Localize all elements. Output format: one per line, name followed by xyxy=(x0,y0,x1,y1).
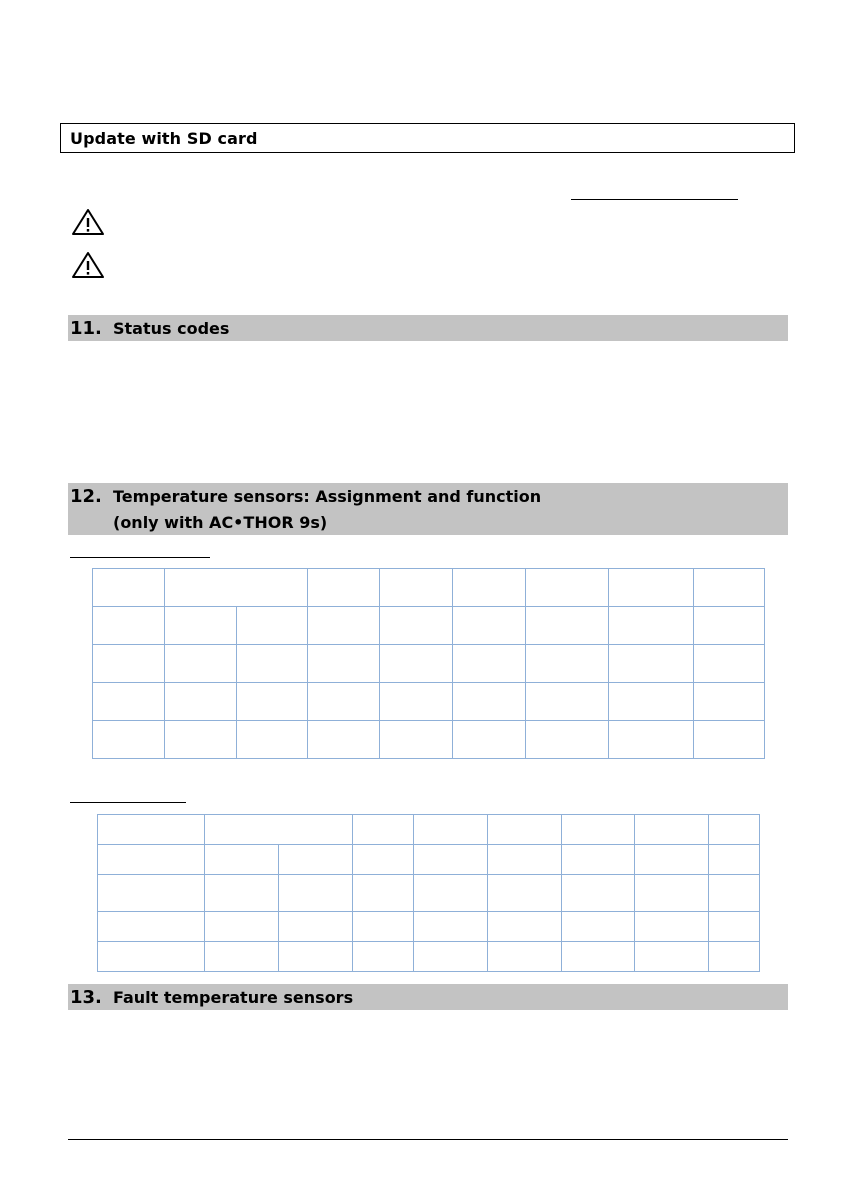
warning-triangle-icon xyxy=(71,207,105,237)
table-cell xyxy=(93,721,165,759)
table-cell xyxy=(165,645,237,683)
table-cell xyxy=(562,875,635,912)
table-cell xyxy=(279,845,353,875)
table-cell xyxy=(414,845,488,875)
table-cell xyxy=(353,875,414,912)
table-cell xyxy=(526,569,609,607)
table-cell xyxy=(98,912,205,942)
table-row xyxy=(98,912,760,942)
table-cell xyxy=(635,942,709,972)
table-cell xyxy=(609,645,694,683)
table-cell xyxy=(237,721,308,759)
table-cell xyxy=(205,815,353,845)
table-cell xyxy=(562,912,635,942)
table-row xyxy=(93,607,765,645)
table-cell xyxy=(414,912,488,942)
table-cell xyxy=(279,875,353,912)
table-cell xyxy=(93,645,165,683)
table-cell xyxy=(380,721,453,759)
warning-triangle-icon xyxy=(71,250,105,280)
table-cell xyxy=(279,912,353,942)
table-cell xyxy=(488,845,562,875)
sensor-assignment-table-1 xyxy=(92,568,765,759)
table-cell xyxy=(353,942,414,972)
update-sd-card-title: Update with SD card xyxy=(70,129,258,148)
table-cell xyxy=(694,607,765,645)
table-cell xyxy=(205,875,279,912)
table-cell xyxy=(414,815,488,845)
table-cell xyxy=(526,683,609,721)
subheading-underline xyxy=(70,557,210,558)
table-cell xyxy=(205,845,279,875)
table-cell xyxy=(635,815,709,845)
table-cell xyxy=(414,942,488,972)
table-row xyxy=(93,683,765,721)
table-cell xyxy=(380,569,453,607)
table-row xyxy=(93,569,765,607)
table-row xyxy=(93,645,765,683)
table-cell xyxy=(635,845,709,875)
table-cell xyxy=(308,645,380,683)
table-cell xyxy=(709,912,760,942)
table-cell xyxy=(488,875,562,912)
section-title xyxy=(113,316,229,342)
table-cell xyxy=(609,607,694,645)
table-cell xyxy=(308,607,380,645)
table-cell xyxy=(205,912,279,942)
table-cell xyxy=(308,683,380,721)
table-cell xyxy=(380,683,453,721)
section-title-line: (only with AC•THOR 9s) xyxy=(113,513,328,532)
table-cell xyxy=(165,607,237,645)
table-cell xyxy=(562,942,635,972)
table-row xyxy=(93,721,765,759)
table-cell xyxy=(694,569,765,607)
link-underline xyxy=(571,199,738,200)
table-row xyxy=(98,815,760,845)
table-cell xyxy=(526,721,609,759)
table-cell xyxy=(453,683,526,721)
subheading-underline xyxy=(70,802,186,803)
table-cell xyxy=(414,875,488,912)
table-cell xyxy=(237,607,308,645)
table-cell xyxy=(165,569,308,607)
table-cell xyxy=(609,683,694,721)
table-cell xyxy=(353,912,414,942)
table-cell xyxy=(93,607,165,645)
section-title-line: Fault temperature sensors xyxy=(113,988,354,1007)
table-cell xyxy=(488,942,562,972)
section-title xyxy=(113,484,541,536)
table-row xyxy=(98,845,760,875)
section-heading-status-codes xyxy=(68,315,788,341)
table-cell xyxy=(98,815,205,845)
table-row xyxy=(98,875,760,912)
table-cell xyxy=(609,721,694,759)
table-cell xyxy=(98,845,205,875)
table-cell xyxy=(165,683,237,721)
table-cell xyxy=(709,875,760,912)
table-cell xyxy=(353,815,414,845)
table-cell xyxy=(453,607,526,645)
table-cell xyxy=(237,683,308,721)
sensor-assignment-table-2 xyxy=(97,814,760,972)
table-cell xyxy=(694,721,765,759)
table-cell xyxy=(165,721,237,759)
table-cell xyxy=(453,569,526,607)
table-cell xyxy=(205,942,279,972)
section-title-line: Status codes xyxy=(113,319,230,338)
table-cell xyxy=(453,645,526,683)
section-number: 12. xyxy=(70,486,102,507)
table-cell xyxy=(709,845,760,875)
table-cell xyxy=(353,845,414,875)
table-cell xyxy=(453,721,526,759)
table-cell xyxy=(562,845,635,875)
section-heading-fault-temperature-sensors xyxy=(68,984,788,1010)
table-cell xyxy=(694,683,765,721)
update-sd-card-box xyxy=(60,123,795,153)
section-number: 11. xyxy=(70,318,102,339)
table-cell xyxy=(635,875,709,912)
table-cell xyxy=(308,721,380,759)
table-cell xyxy=(237,645,308,683)
table-cell xyxy=(488,815,562,845)
section-number: 13. xyxy=(70,987,102,1008)
table-cell xyxy=(609,569,694,607)
table-cell xyxy=(380,645,453,683)
table-cell xyxy=(488,912,562,942)
table-cell xyxy=(635,912,709,942)
table-row xyxy=(98,942,760,972)
footer-divider xyxy=(68,1139,788,1140)
table-cell xyxy=(709,942,760,972)
section-title-line: Temperature sensors: Assignment and function xyxy=(113,487,542,506)
table-cell xyxy=(694,645,765,683)
table-cell xyxy=(526,607,609,645)
section-title xyxy=(113,985,353,1011)
table-cell xyxy=(380,607,453,645)
table-cell xyxy=(98,942,205,972)
table-cell xyxy=(709,815,760,845)
section-heading-temperature-sensors xyxy=(68,483,788,535)
table-cell xyxy=(93,683,165,721)
table-cell xyxy=(562,815,635,845)
table-cell xyxy=(279,942,353,972)
table-cell xyxy=(98,875,205,912)
table-cell xyxy=(526,645,609,683)
table-cell xyxy=(308,569,380,607)
table-cell xyxy=(93,569,165,607)
